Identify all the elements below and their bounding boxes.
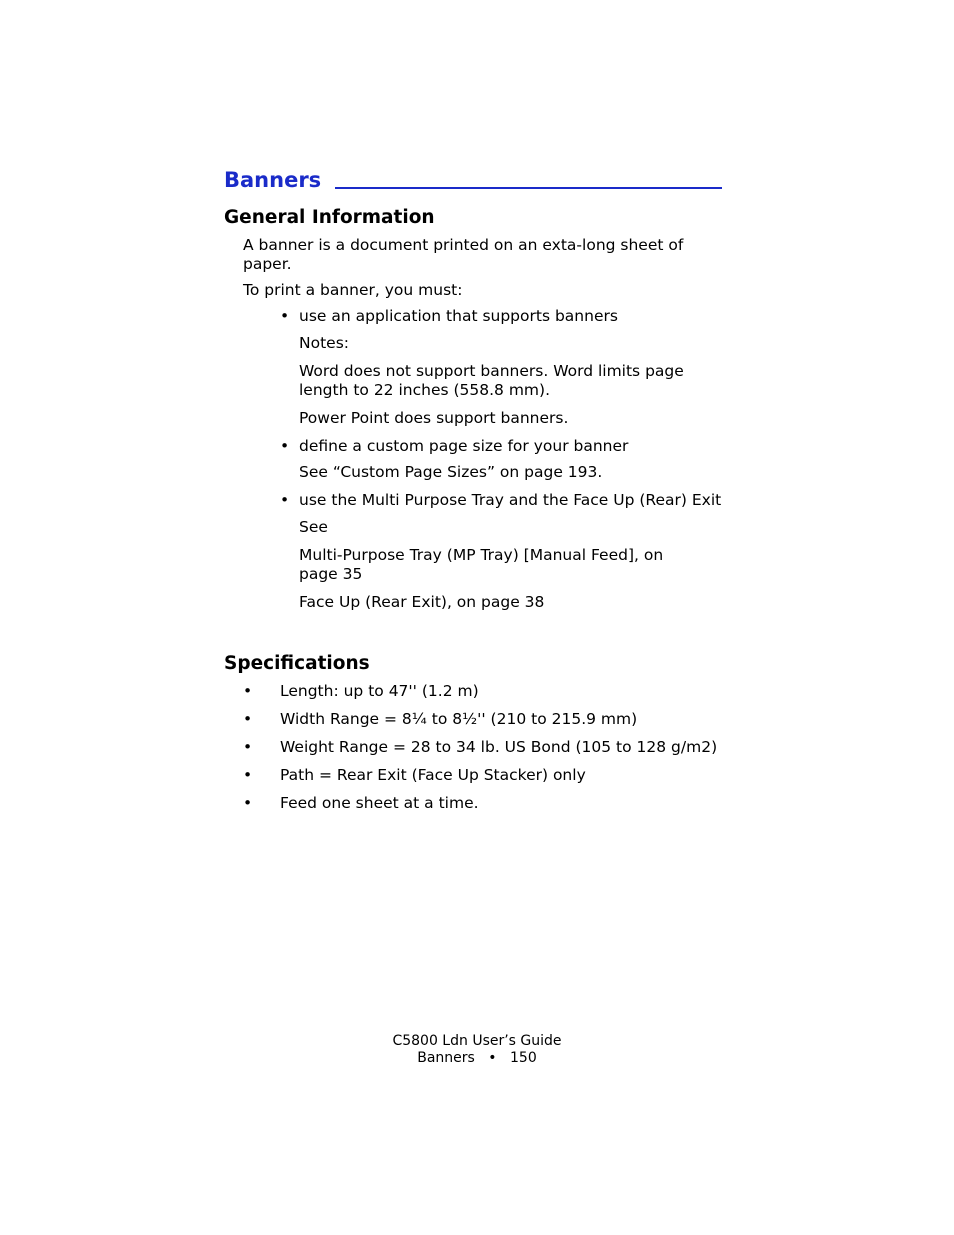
spec-item-feed: Feed one sheet at a time. <box>280 794 479 812</box>
bullet-icon: • <box>243 682 253 700</box>
footer-section: Banners <box>417 1050 475 1066</box>
custom-page-sizes-link[interactable]: See “Custom Page Sizes” on page 193. <box>299 463 603 481</box>
spec-item-path: Path = Rear Exit (Face Up Stacker) only <box>280 766 586 784</box>
see-label: See <box>299 518 328 536</box>
specifications-heading: Specifications <box>224 653 370 674</box>
notes-label: Notes: <box>299 334 349 352</box>
to-print-text: To print a banner, you must: <box>243 281 463 299</box>
intro-text-line2: paper. <box>243 255 292 273</box>
spec-item-weight: Weight Range = 28 to 34 lb. US Bond (105 to 128 g/m2) <box>280 738 718 756</box>
note-2: Power Point does support banners. <box>299 409 569 427</box>
bullet-icon: • <box>280 491 290 509</box>
general-info-heading: General Information <box>224 207 435 228</box>
bullet-3-text: use the Multi Purpose Tray and the Face Up (Rear) Exit <box>299 491 722 509</box>
bullet-1-text: use an application that supports banners <box>299 307 618 325</box>
footer-page-number: 150 <box>510 1050 537 1066</box>
spec-item-length: Length: up to 47'' (1.2 m) <box>280 682 479 700</box>
section-title <box>224 168 722 192</box>
bullet-icon: • <box>243 766 253 784</box>
section-title-text: Banners <box>224 168 322 192</box>
face-up-exit-link[interactable]: Face Up (Rear Exit), on page 38 <box>299 593 545 611</box>
bullet-icon: • <box>280 307 290 325</box>
section-title-rule <box>335 187 722 189</box>
note-1-line1: Word does not support banners. Word limits page <box>299 362 684 380</box>
intro-text-line1: A banner is a document printed on an exta-long sheet of <box>243 236 684 254</box>
mp-tray-link-line1[interactable]: Multi-Purpose Tray (MP Tray) [Manual Feed], on <box>299 546 664 564</box>
bullet-2-text: define a custom page size for your banner <box>299 437 629 455</box>
bullet-icon: • <box>243 710 253 728</box>
note-1-line2: length to 22 inches (558.8 mm). <box>299 381 551 399</box>
footer-separator: • <box>488 1050 497 1066</box>
bullet-icon: • <box>243 794 253 812</box>
bullet-icon: • <box>243 738 253 756</box>
footer-page-info <box>0 1050 954 1067</box>
mp-tray-link-line2[interactable]: page 35 <box>299 565 363 583</box>
footer-guide-title: C5800 Ldn User’s Guide <box>392 1033 562 1049</box>
spec-item-width: Width Range = 8¼ to 8½'' (210 to 215.9 mm) <box>280 710 638 728</box>
bullet-icon: • <box>280 437 290 455</box>
